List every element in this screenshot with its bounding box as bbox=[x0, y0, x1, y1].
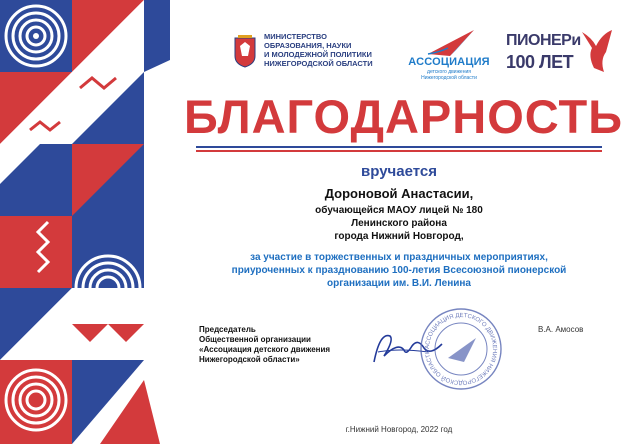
association-word: АССОЦИАЦИЯ bbox=[408, 56, 490, 68]
reason-line: организации им. В.И. Ленина bbox=[327, 278, 471, 289]
decorative-pattern bbox=[0, 0, 170, 444]
recipient-detail-line: обучающейся МАОУ лицей № 180 bbox=[315, 205, 483, 216]
pioneer-100-logo bbox=[504, 28, 614, 80]
title-underline bbox=[196, 146, 602, 154]
reason-line: за участие в торжественных и праздничных мероприятиях, bbox=[250, 252, 548, 263]
pioneer-line-1: ПИОНЕРи bbox=[506, 32, 581, 49]
position-line: Нижегородской области» bbox=[199, 355, 300, 364]
city-year: г.Нижний Новгород, 2022 год bbox=[345, 425, 453, 434]
ministry-logo bbox=[232, 30, 392, 78]
coat-of-arms-icon bbox=[232, 34, 258, 68]
pioneer-line-2: 100 ЛЕТ bbox=[506, 52, 574, 72]
awarded-label: вручается bbox=[361, 163, 437, 180]
association-logo bbox=[404, 28, 494, 80]
ministry-line: ОБРАЗОВАНИЯ, НАУКИ bbox=[264, 41, 352, 50]
association-sub-line: детского движения bbox=[427, 69, 471, 75]
ministry-line: НИЖЕГОРОДСКОЙ ОБЛАСТИ bbox=[264, 59, 373, 68]
signatory-position bbox=[199, 325, 369, 365]
pioneer-tie-icon bbox=[578, 28, 614, 74]
reason-line: приуроченных к празднованию 100-летия Всесоюзной пионерской bbox=[231, 265, 567, 276]
paper-plane-icon bbox=[426, 28, 476, 58]
svg-text:АССОЦИАЦИЯ ДЕТСКОГО ДВИЖЕНИЯ Н: АССОЦИАЦИЯ ДЕТСКОГО ДВИЖЕНИЯ НИЖЕГОРОДСКОЙ ОБЛАСТИ bbox=[424, 312, 498, 386]
ministry-name bbox=[264, 32, 394, 68]
award-reason bbox=[194, 251, 604, 290]
signatory-name: В.А. Амосов bbox=[538, 325, 584, 334]
recipient-name: Дороновой Анастасии, bbox=[324, 186, 474, 201]
position-line: «Ассоциация детского движения bbox=[199, 345, 331, 354]
recipient-detail-line: города Нижний Новгород, bbox=[334, 231, 464, 242]
recipient-details bbox=[184, 204, 614, 243]
header-logos bbox=[232, 28, 612, 88]
certificate-title: БЛАГОДАРНОСТЬ bbox=[184, 90, 624, 143]
position-line: Общественной организации bbox=[199, 335, 311, 344]
organization-stamp bbox=[418, 306, 504, 392]
ministry-line: И МОЛОДЕЖНОЙ ПОЛИТИКИ bbox=[264, 50, 372, 59]
association-sub-line: Нижегородской области bbox=[421, 75, 477, 81]
association-subtitle bbox=[404, 69, 494, 81]
ministry-line: МИНИСТЕРСТВО bbox=[264, 32, 327, 41]
position-line: Председатель bbox=[199, 325, 256, 334]
recipient-detail-line: Ленинского района bbox=[351, 218, 447, 229]
